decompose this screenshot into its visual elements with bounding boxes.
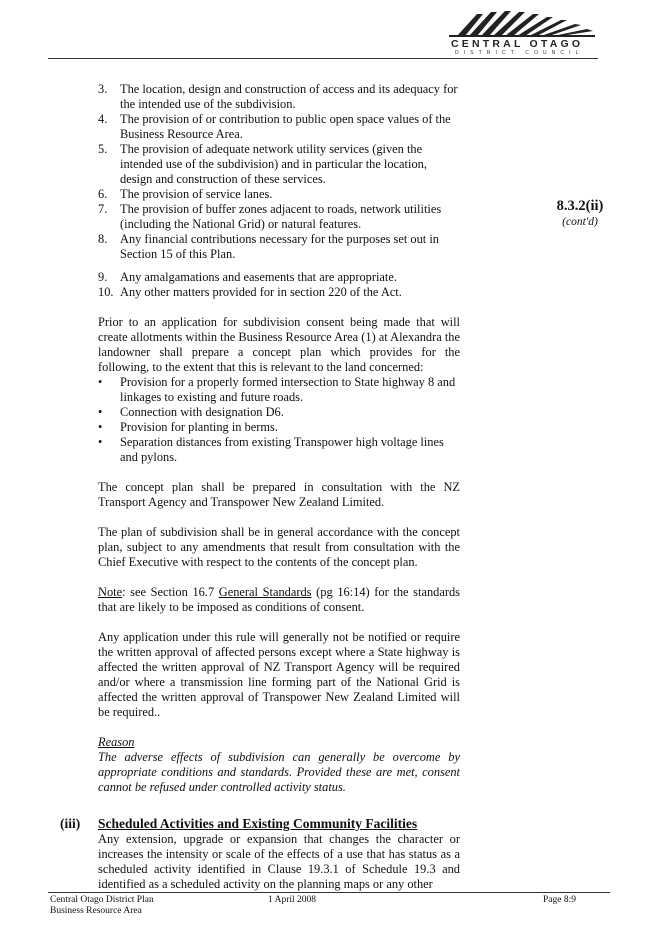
side-reference	[545, 198, 615, 229]
list-item-text: The location, design and construction of access and its adequacy for the intended use of the subdivision.	[120, 82, 458, 111]
list-item-text: The provision of or contribution to public open space values of the Business Resource Area.	[120, 112, 451, 141]
list-item-text: Any amalgamations and easements that are appropriate.	[120, 270, 397, 284]
logo-sub-text: DISTRICT COUNCIL	[455, 50, 584, 56]
reason-text: The adverse effects of subdivision can generally be overcome by appropriate conditions and standards. Provided these are met, consent cannot be refused under controlled activity status.	[98, 750, 460, 794]
footer-document	[50, 895, 154, 917]
note-label: Note	[98, 585, 123, 599]
general-standards-link[interactable]: General Standards	[218, 585, 312, 599]
list-item	[98, 232, 460, 262]
bullet-text: Provision for a properly formed intersection to State highway 8 and linkages to existing and future roads.	[120, 375, 456, 404]
header-rule	[48, 58, 598, 59]
bullet-item	[98, 420, 460, 435]
bullet-text: Connection with designation D6.	[120, 405, 284, 419]
list-item-text: Any financial contributions necessary for the purposes set out in Section 15 of this Plan.	[120, 232, 439, 261]
list-item-number: 4.	[98, 112, 108, 126]
bullet-item	[98, 405, 460, 420]
accordance-paragraph: The plan of subdivision shall be in general accordance with the concept plan, subject to any amendments that result from consultation with the Chief Executive with respect to the contents of the concept plan.	[98, 525, 460, 569]
bullet-text: Separation distances from existing Transpower high voltage lines and pylons.	[120, 435, 444, 464]
list-item	[98, 82, 460, 112]
bullet-text: Provision for planting in berms.	[120, 420, 278, 434]
consultation-paragraph: The concept plan shall be prepared in consultation with the NZ Transport Agency and Transpower New Zealand Limited.	[98, 480, 460, 509]
concept-plan-bullets	[98, 375, 460, 465]
footer-page-number: Page 8:9	[543, 895, 576, 905]
footer-date: 1 April 2008	[268, 895, 317, 905]
main-content	[98, 82, 460, 815]
list-item	[98, 270, 460, 285]
reason-heading: Reason	[98, 735, 135, 749]
matters-list-b	[98, 270, 460, 300]
side-reference-continued: (cont'd)	[562, 216, 598, 228]
side-reference-number: 8.3.2(ii)	[556, 198, 604, 214]
section-iii-title: Scheduled Activities and Existing Community Facilities	[98, 816, 418, 831]
footer-section-name: Business Resource Area	[50, 906, 142, 916]
note-paragraph	[98, 585, 460, 615]
list-item-text: The provision of adequate network utility services (given the intended use of the subdivision) and in particular the location, design and construction of these services.	[120, 142, 427, 186]
bullet-item	[98, 375, 460, 405]
section-iii-text: Any extension, upgrade or expansion that changes the character or increases the intensity or scale of the effects of a use that has status as a scheduled activity identified in Clause 19.3.1 of Schedule 19.3 and identified as a scheduled activity on the planning maps or any other	[98, 832, 460, 891]
list-item	[98, 112, 460, 142]
list-item	[98, 285, 460, 300]
bullet-item	[98, 435, 460, 465]
list-item	[98, 142, 460, 187]
council-logo	[447, 8, 597, 58]
list-item	[98, 187, 460, 202]
list-item-number: 6.	[98, 187, 108, 201]
logo-main-text: CENTRAL OTAGO	[451, 38, 584, 50]
note-text-post: (pg 16:14) for the standards that are likely to be imposed as conditions of consent.	[98, 585, 460, 614]
list-item-number: 7.	[98, 202, 108, 216]
concept-plan-paragraph: Prior to an application for subdivision consent being made that will create allotments within the Business Resource Area (1) at Alexandra the landowner shall prepare a concept plan which provides for the following, to the extent that this is relevant to the land concerned:	[98, 315, 460, 374]
mountain-stripes-logo-icon	[447, 8, 597, 38]
list-item-number: 9.	[98, 270, 108, 284]
bullet-icon: •	[98, 375, 103, 389]
list-item-number: 3.	[98, 82, 108, 96]
list-item-text: The provision of service lanes.	[120, 187, 273, 201]
list-item-text: The provision of buffer zones adjacent to roads, network utilities (including the National Grid) or natural features.	[120, 202, 442, 231]
list-item-number: 10.	[98, 285, 114, 299]
notification-paragraph: Any application under this rule will generally not be notified or require the written approval of affected persons except where a State highway is affected the written approval of NZ Transport Agency will be required and/or where a transmission line forming part of the National Grid is affected the written approval of Transpower New Zealand Limited will be required..	[98, 630, 460, 719]
list-item	[98, 202, 460, 232]
list-item-number: 8.	[98, 232, 108, 246]
footer-rule	[48, 892, 610, 893]
bullet-icon: •	[98, 435, 103, 449]
list-item-number: 5.	[98, 142, 108, 156]
bullet-icon: •	[98, 420, 103, 434]
section-iii-label: (iii)	[60, 816, 81, 831]
note-text-pre: : see Section 16.7	[122, 585, 219, 599]
list-item-text: Any other matters provided for in section 220 of the Act.	[120, 285, 402, 299]
matters-list-a	[98, 82, 460, 262]
footer-plan-name: Central Otago District Plan	[50, 895, 154, 905]
bullet-icon: •	[98, 405, 103, 419]
